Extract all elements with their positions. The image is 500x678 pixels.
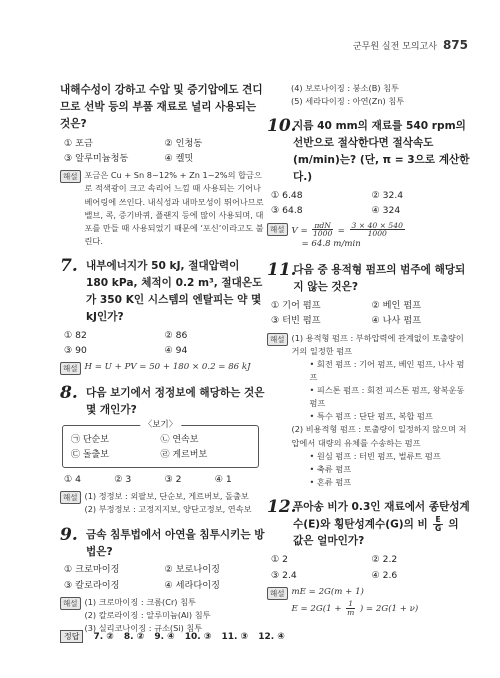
option-3: ③ 2.4 (271, 569, 297, 581)
option-1: ① 2 (271, 554, 289, 566)
option-3: ③ 64.8 (271, 205, 303, 217)
explanation (267, 222, 472, 253)
formula: E = 2G(1 + $\frac{1}{m}$ ) = 2G(1 + ν) (291, 598, 419, 617)
formula-lhs: V = (291, 225, 308, 236)
answer-item: 11. ③ (221, 631, 249, 642)
options (64, 329, 265, 359)
page-number: 875 (442, 38, 468, 52)
option-3: ③ 알루미늄청동 (64, 153, 129, 165)
option-1: ① 포금 (64, 137, 93, 149)
answer-item: 7. ② (93, 631, 114, 642)
box-item: ㉠ 단순보 (71, 435, 109, 446)
option-4: ④ 켈밋 (164, 153, 194, 165)
header-title: 군무원 실전 모의고사 (352, 42, 437, 52)
explanation-bullet: • 원심 펌프 : 터빈 펌프, 벌류트 펌프 (309, 450, 441, 461)
options (271, 299, 472, 329)
option-1: ① 6.48 (271, 190, 303, 201)
option-1: ① 82 (64, 329, 87, 341)
explanation-badge: 해설 (267, 223, 288, 236)
option-4: ④ 1 (214, 474, 232, 486)
options (271, 553, 472, 583)
explanation (60, 361, 265, 375)
question-12 (267, 499, 472, 616)
question-number: 12. (267, 497, 297, 518)
option-4: ④ 나사 펌프 (371, 315, 422, 327)
question-9 (60, 524, 265, 636)
box-item: ㉢ 돌출보 (71, 450, 109, 461)
answer-item: 8. ② (123, 631, 145, 642)
formula: H = U + PV = 50 + 180 × 0.2 = 86 kJ (84, 362, 251, 373)
question-number: 9. (60, 524, 78, 545)
explanation-line: (2) 부정정보 : 고정지지보, 양단고정보, 연속보 (84, 504, 252, 515)
option-2: ② 보로나이징 (164, 564, 221, 576)
explanation-badge: 해설 (60, 491, 81, 504)
option-3: ③ 2 (164, 474, 182, 486)
option-3: ③ 터빈 펌프 (271, 315, 321, 327)
question-stem: 내해수성이 강하고 수압 및 증기압에도 견디므로 선박 등의 부품 재료로 널리 사용되는 것은? (60, 84, 263, 130)
explanation-bullet: • 회전 펌프 : 기어 펌프, 베인 펌프, 나사 펌프 (309, 358, 465, 382)
explanation (60, 490, 265, 516)
fraction: $\frac{\text{πdN}}{1000}$ (312, 220, 333, 239)
question-stem: 푸아송 비가 0.3인 재료에서 종탄성계수(E)와 횡탄성계수(G)의 비 $\frac{E}{G}$ 의 값은 얼마인가? (293, 501, 470, 548)
answer-item: 9. ④ (154, 631, 175, 642)
options (271, 189, 472, 219)
option-1: ① 기어 펌프 (271, 300, 321, 312)
question-stem: 다음 보기에서 정정보에 해당하는 것은 몇 개인가? (86, 387, 265, 417)
option-3: ③ 90 (64, 345, 87, 357)
answer-badge: 정답 (60, 630, 83, 643)
formula: mE = 2G(m + 1) (291, 586, 364, 597)
explanation-bullet: • 혼류 펌프 (309, 476, 352, 487)
options (64, 473, 265, 487)
question-number: 10. (267, 116, 297, 137)
options (64, 563, 265, 593)
explanation-badge: 해설 (60, 362, 81, 375)
fraction: $\frac{3 \times 40 \times 540}{1000}$ (351, 220, 403, 239)
page-header (353, 38, 468, 52)
option-2: ② 2.2 (371, 554, 398, 566)
right-column (267, 82, 472, 617)
option-1: ① 4 (64, 474, 82, 486)
explanation-line: (4) 보로나이징 : 붕소(B) 침투 (291, 83, 399, 93)
explanation-line: (5) 세라다이징 : 아연(Zn) 침투 (291, 96, 405, 107)
question-number: 7. (60, 256, 78, 277)
explanation-bullet: • 축류 펌프 (309, 463, 352, 474)
options (64, 137, 265, 167)
question-11 (267, 262, 472, 489)
question-6-continuation (60, 82, 265, 248)
answer-key (60, 630, 285, 643)
equals-sign: = (337, 225, 345, 236)
explanation-line: (1) 크로마이징 : 크롬(Cr) 침투 (84, 596, 196, 607)
option-4: ④ 세라다이징 (164, 579, 221, 591)
explanation-line: (1) 정정보 : 외팔보, 단순보, 게르버보, 돌출보 (84, 491, 249, 502)
question-10 (267, 118, 472, 252)
explanation-badge: 해설 (267, 333, 288, 346)
box-item: ㉣ 게르버보 (160, 450, 208, 461)
option-4: ④ 2.6 (371, 569, 398, 581)
question-stem: 금속 침투법에서 아연을 침투시키는 방법은? (86, 528, 265, 558)
question-8 (60, 385, 265, 516)
explanation-badge: 해설 (60, 597, 81, 610)
explanation (267, 332, 472, 490)
question-stem: 지름 40 mm의 재료를 540 rpm의 선반으로 절삭한다면 절삭속도(m/min)는? (단, π = 3으로 계산한다.) (293, 120, 470, 184)
left-column (60, 82, 265, 635)
option-4: ④ 94 (164, 345, 188, 357)
option-2: ② 인청동 (164, 137, 203, 149)
box-item: ㉡ 연속보 (160, 435, 199, 446)
answer-item: 12. ④ (258, 631, 285, 642)
question-7 (60, 258, 265, 375)
box-title: 〈보기〉 (140, 419, 181, 432)
explanation-line: (1) 용적형 펌프 : 부하압력에 관계없이 토출량이 거의 일정한 펌프 (291, 332, 464, 356)
question-stem: 내부에너지가 50 kJ, 절대압력이 180 kPa, 체적이 0.2 m³, 절대온도가 350 K인 시스템의 엔탈피는 약 몇 kJ인가? (86, 260, 263, 323)
formula-result: = 64.8 m/min (301, 239, 361, 250)
explanation-line: (2) 칼로라이징 : 알루미늄(Al) 침투 (84, 610, 211, 621)
question-number: 11. (267, 260, 297, 281)
explanation (267, 586, 472, 617)
option-3: ③ 칼로라이징 (64, 579, 120, 591)
explanation (60, 169, 265, 248)
explanation-bullet: • 특수 펌프 : 단단 펌프, 복합 펌프 (309, 411, 433, 422)
question-stem: 다음 중 용적형 펌프의 범주에 해당되지 않는 것은? (293, 264, 466, 294)
explanation-badge: 해설 (60, 170, 81, 183)
question-number: 8. (60, 383, 78, 404)
answer-item: 10. ③ (184, 631, 212, 642)
option-2: ② 베인 펌프 (371, 300, 422, 312)
option-4: ④ 324 (371, 205, 401, 217)
example-box (62, 420, 259, 468)
explanation-badge: 해설 (267, 587, 288, 600)
option-2: ② 86 (164, 329, 188, 341)
explanation-line: (3) 실리코나이징 : 규소(Si) 침투 (84, 623, 203, 634)
option-1: ① 크로마이징 (64, 564, 120, 576)
option-2: ② 3 (114, 474, 132, 486)
explanation-line: (2) 비용적형 펌프 : 토출량이 일정하지 않으며 저압에서 대량의 유체를 수송하는 펌프 (291, 424, 467, 448)
explanation-text: 포금은 Cu + Sn 8~12% + Zn 1~2%의 합금으로 적색광이 크고 속리어 느낌 때 사용되는 기어나 베어링에 쓰인다. 내식성과 내마모성이 뛰어나므로 밸브, 콕, 증기바퀴, 플랜지 등에 많이 사용되며, 대포를 만들 때 사용되었기 때문에 ‘포신’이라고도 불린다. (84, 170, 264, 246)
option-2: ② 32.4 (371, 190, 404, 201)
question-9-explanation-continued (267, 82, 472, 108)
explanation-bullet: • 피스톤 펌프 : 회전 피스톤 펌프, 왕복운동 펌프 (309, 385, 465, 409)
